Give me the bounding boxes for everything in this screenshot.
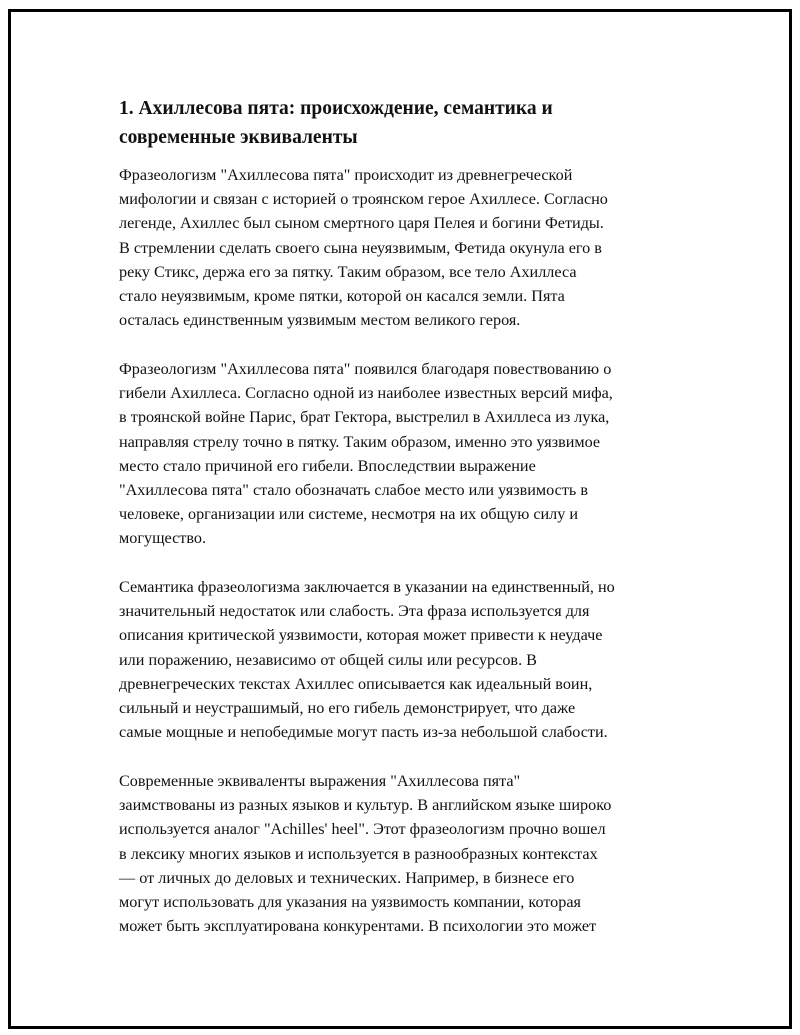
text-line: могут использовать для указания на уязвимость компании, которая	[119, 892, 581, 911]
document-content	[119, 94, 709, 963]
text-line: направляя стрелу точно в пятку. Таким образом, именно это уязвимое	[119, 432, 601, 451]
text-line: человеке, организации или системе, несмотря на их общую силу и	[119, 505, 579, 524]
paragraph-equivalents	[119, 769, 709, 938]
text-line: могущество.	[119, 529, 207, 548]
document-page	[8, 9, 792, 1029]
text-line: реку Стикс, держа его за пятку. Таким образом, все тело Ахиллеса	[119, 262, 577, 281]
text-line: "Ахиллесова пята" стало обозначать слабое место или уязвимость в	[119, 480, 588, 499]
paragraph-semantics	[119, 575, 709, 744]
text-line: может быть эксплуатирована конкурентами. В психологии это может	[119, 917, 597, 936]
text-line: мифологии и связан с историей о троянском герое Ахиллесе. Согласно	[119, 190, 608, 209]
text-line: в троянской войне Парис, брат Гектора, выстрелил в Ахиллеса из лука,	[119, 408, 610, 427]
text-line: Фразеологизм "Ахиллесова пята" происходит из древнегреческой	[119, 166, 573, 184]
text-line: В стремлении сделать своего сына неуязвимым, Фетида окунула его в	[119, 238, 602, 257]
text-line: стало неуязвимым, кроме пятки, которой он касался земли. Пята	[119, 287, 565, 306]
text-line: значительный недостаток или слабость. Эта фраза используется для	[119, 602, 590, 621]
text-line: используется аналог "Achilles' heel". Этот фразеологизм прочно вошел	[119, 820, 606, 839]
paragraph-origin	[119, 163, 709, 332]
text-line: описания критической уязвимости, которая может привести к неудаче	[119, 626, 603, 645]
text-line: Семантика фразеологизма заключается в указании на единственный, но	[119, 578, 615, 597]
title-line: современные эквиваленты	[119, 127, 358, 148]
text-line: заимствованы из разных языков и культур. В английском языке широко	[119, 796, 612, 815]
paragraph-death	[119, 357, 709, 551]
text-line: древнегреческих текстах Ахиллес описывается как идеальный воин,	[119, 674, 593, 693]
text-line: Современные эквиваленты выражения "Ахиллесова пята"	[119, 771, 521, 790]
text-line: или поражению, независимо от общей силы или ресурсов. В	[119, 650, 537, 669]
section-title	[119, 94, 709, 152]
text-line: осталась единственным уязвимым местом великого героя.	[119, 311, 521, 330]
text-line: легенде, Ахиллес был сыном смертного царя Пелея и богини Фетиды.	[119, 214, 604, 233]
text-line: гибели Ахиллеса. Согласно одной из наиболее известных версий мифа,	[119, 384, 613, 403]
text-line: сильный и неустрашимый, но его гибель демонстрирует, что даже	[119, 699, 576, 718]
text-line: Фразеологизм "Ахиллесова пята" появился благодаря повествованию о	[119, 359, 612, 378]
title-line: 1. Ахиллесова пята: происхождение, семантика и	[119, 98, 553, 119]
text-line: самые мощные и непобедимые могут пасть из-за небольшой слабости.	[119, 723, 608, 742]
text-line: место стало причиной его гибели. Впоследствии выражение	[119, 456, 536, 475]
text-line: — от личных до деловых и технических. Например, в бизнесе его	[119, 868, 575, 887]
text-line: в лексику многих языков и используется в разнообразных контекстах	[119, 844, 598, 863]
